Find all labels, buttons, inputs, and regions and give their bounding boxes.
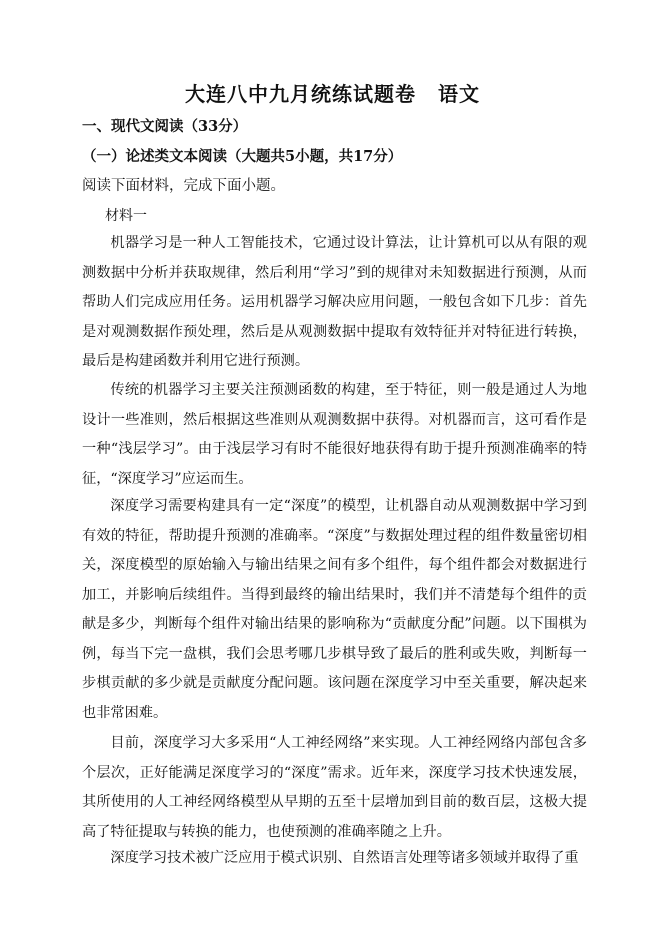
reading-instruction: 阅读下面材料，完成下面小题。 (82, 178, 285, 194)
subsection-heading: （一）论述类文本阅读（大题共5小题，共17分） (82, 148, 403, 165)
paragraph-4: 目前，深度学习大多采用“人工神经网络”来实现。人工神经网络内部包含多个层次，正好能满足深度学习的“深度”需求。近年来，深度学习技术快速发展，其所使用的人工神经网络模型从早期的五至十层增加到目前的数百层，这极大提高了特征提取与转换的能力，也使预测的准确率随之上升。 (82, 735, 587, 840)
paragraph-2: 传统的机器学习主要关注预测函数的构建，至于特征，则一般是通过人为地设计一些准则，然后根据这些准则从观测数据中获得。对机器而言，这可看作是一种“浅层学习”。由于浅层学习有时不能很好地获得有助于提升预测准确率的特征，“深度学习”应运而生。 (82, 382, 587, 487)
exam-subject: 语文 (438, 82, 480, 106)
paragraph-5: 深度学习技术被广泛应用于模式识别、自然语言处理等诸多领域并取得了重 (110, 850, 579, 866)
exam-title-text: 大连八中九月统练试题卷 (185, 82, 416, 106)
section-heading: 一、现代文阅读（33分） (82, 118, 248, 135)
paragraph-1: 机器学习是一种人工智能技术，它通过设计算法，让计算机可以从有限的观测数据中分析并获取规律，然后利用“学习”到的规律对未知数据进行预测，从而帮助人们完成应用任务。运用机器学习解决应用问题，一般包含如下几步：首先是对观测数据作预处理，然后是从观测数据中提取有效特征并对特征进行转换，最后是构建函数并利用它进行预测。 (82, 235, 587, 369)
material-label: 材料一 (105, 208, 147, 224)
exam-title (0, 78, 665, 107)
paragraph-3: 深度学习需要构建具有一定“深度”的模型，让机器自动从观测数据中学习到有效的特征，帮助提升预测的准确率。“深度”与数据处理过程的组件数量密切相关，深度模型的原始输入与输出结果之间有多个组件，每个组件都会对数据进行加工，并影响后续组件。当得到最终的输出结果时，我们并不清楚每个组件的贡献是多少，判断每个组件对输出结果的影响称为“贡献度分配”问题。以下围棋为例，每当下完一盘棋，我们会思考哪几步棋导致了最后的胜利或失败，判断每一步棋贡献的多少就是贡献度分配问题。该问题在深度学习中至关重要，解决起来也非常困难。 (82, 498, 587, 721)
